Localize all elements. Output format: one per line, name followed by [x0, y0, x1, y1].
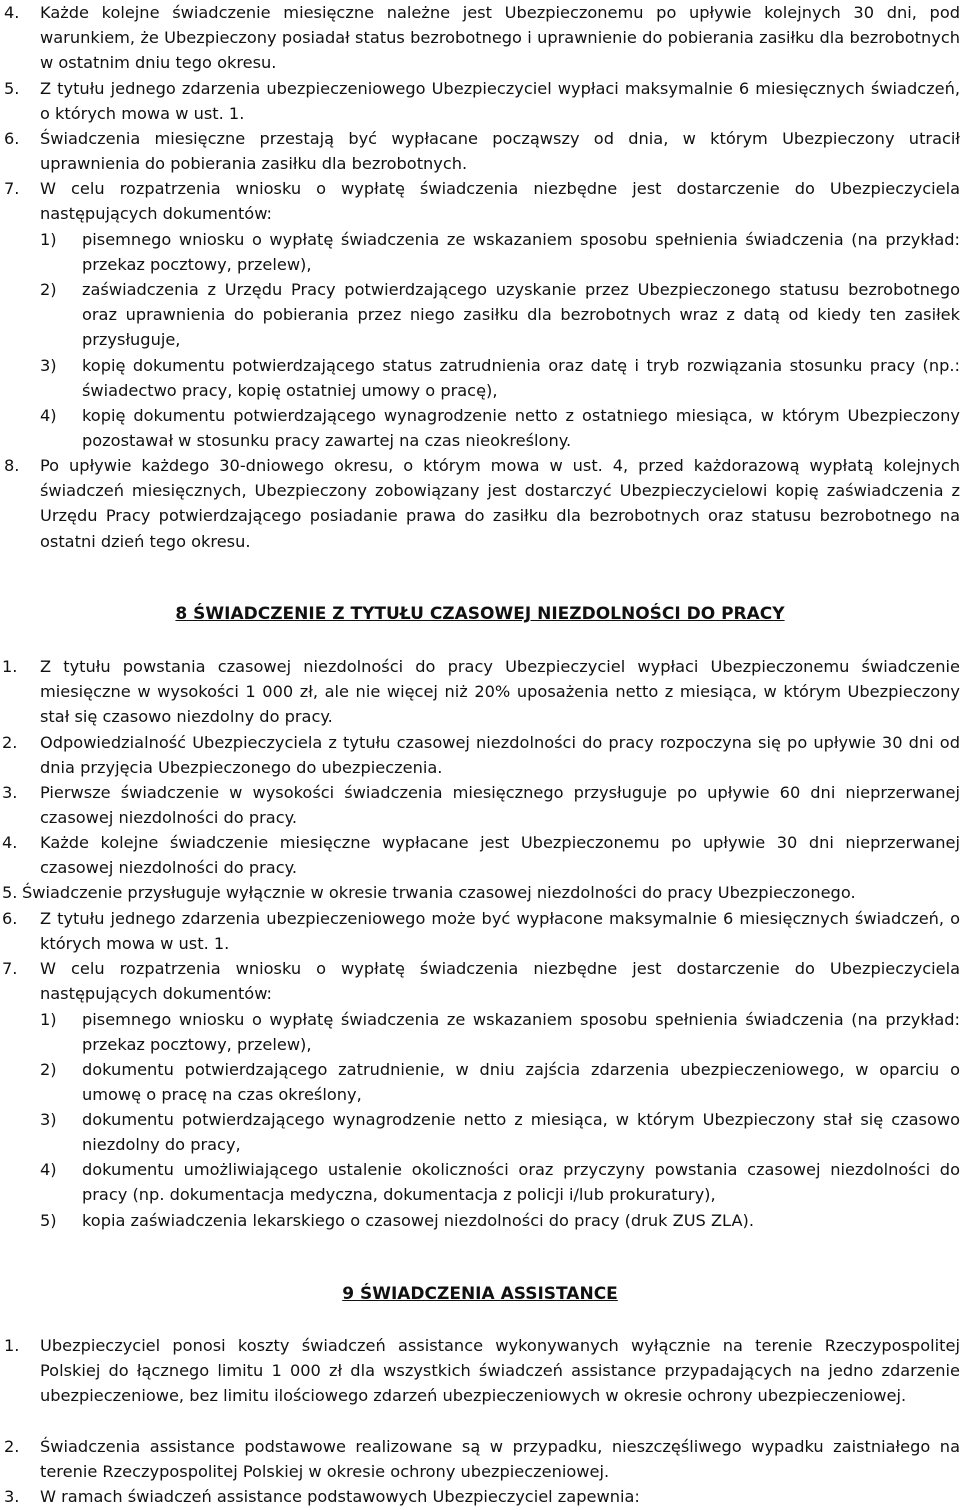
list-item — [0, 1333, 960, 1409]
section-heading: 8 ŚWIADCZENIE Z TYTUŁU CZASOWEJ NIEZDOLNOŚCI DO PRACY — [175, 604, 785, 624]
sub-item-number: 4) — [40, 1160, 57, 1179]
item-text: Każde kolejne świadczenie miesięczne wypłacane jest Ubezpieczonemu po upływie 30 dni nieprzerwanej czasowej niezdolności do pracy. — [40, 833, 960, 878]
item-number: 6. — [2, 909, 18, 928]
item-number: 3. — [4, 1487, 20, 1506]
item-text: W ramach świadczeń assistance podstawowych Ubezpieczyciel zapewnia: — [40, 1487, 640, 1506]
item-text: Po upływie każdego 30-dniowego okresu, o którym mowa w ust. 4, przed każdorazową wypłatą kolejnych świadczeń miesięcznych, Ubezpieczony zobowiązany jest dostarczyć Ubezpieczycielowi kopię zaświadczenia z Urzędu Pracy potwierdzającego posiadanie prawa do zasiłku dla bezrobotnych oraz statusu bezrobotnego na ostatni dzień tego okresu. — [40, 456, 960, 551]
item-text: Świadczenie przysługuje wyłącznie w okresie trwania czasowej niezdolności do pracy Ubezpieczonego. — [22, 883, 856, 902]
sub-item-text: dokumentu potwierdzającego wynagrodzenie netto z miesiąca, w którym Ubezpieczony stał się czasowo niezdolny do pracy, — [82, 1110, 960, 1155]
sub-list-item — [40, 277, 960, 353]
sub-list-item — [40, 1157, 960, 1207]
sub-item-number: 4) — [40, 406, 57, 425]
sub-item-text: dokumentu potwierdzającego zatrudnienie, w dniu zajścia zdarzenia ubezpieczeniowego, w oparciu o umowę o pracę na czas określony, — [82, 1060, 960, 1105]
sub-list-item — [40, 1057, 960, 1107]
item-text: Pierwsze świadczenie w wysokości świadczenia miesięcznego przysługuje po upływie 60 dni nieprzerwanej czasowej niezdolności do pracy. — [40, 783, 960, 828]
sub-item-text: dokumentu umożliwiającego ustalenie okoliczności oraz przyczyny powstania czasowej niezdolności do pracy (np. dokumentacja medyczna, dokumentacja z policji i/lub prokuratury), — [82, 1160, 960, 1205]
list-item — [0, 956, 960, 1006]
item-number: 5. — [4, 79, 20, 98]
sub-item-number: 3) — [40, 1110, 57, 1129]
item-number: 3. — [2, 783, 18, 802]
item-text: Z tytułu jednego zdarzenia ubezpieczeniowego może być wypłacone maksymalnie 6 miesięcznych świadczeń, o których mowa w ust. 1. — [40, 909, 960, 954]
item-text: Z tytułu jednego zdarzenia ubezpieczeniowego Ubezpieczyciel wypłaci maksymalnie 6 miesięcznych świadczeń, o których mowa w ust. 1. — [40, 79, 960, 124]
list-item — [0, 780, 960, 830]
list-item — [0, 880, 960, 905]
item-text: Świadczenia assistance podstawowe realizowane są w przypadku, nieszczęśliwego wypadku zaistniałego na terenie Rzeczypospolitej Polskiej w okresie ochrony ubezpieczeniowej. — [40, 1437, 960, 1482]
list-item — [0, 453, 960, 554]
sub-item-text: kopię dokumentu potwierdzającego status zatrudnienia oraz datę i tryb rozwiązania stosunku pracy (np.: świadectwo pracy, kopię ostatniej umowy o pracę), — [82, 356, 960, 401]
item-number: 1. — [2, 657, 18, 676]
sub-list-item — [40, 1107, 960, 1157]
sub-list-item — [40, 353, 960, 403]
sub-item-number: 2) — [40, 1060, 57, 1079]
item-text: Ubezpieczyciel ponosi koszty świadczeń assistance wykonywanych wyłącznie na terenie Rzeczypospolitej Polskiej do łącznego limitu 1 000 zł dla wszystkich świadczeń assistance przypadających na jedno zdarzenie ubezpieczeniowe, bez limitu ilościowego zdarzeń ubezpieczeniowych w okresie ochrony ubezpieczeniowej. — [40, 1336, 960, 1406]
list-item — [0, 76, 960, 126]
list-item — [0, 830, 960, 880]
sub-item-text: kopia zaświadczenia lekarskiego o czasowej niezdolności do pracy (druk ZUS ZLA). — [82, 1211, 754, 1230]
item-number: 7. — [4, 179, 20, 198]
sub-item-text: kopię dokumentu potwierdzającego wynagrodzenie netto z ostatniego miesiąca, w którym Ubezpieczony pozostawał w stosunku pracy zawartej na czas nieokreślony. — [82, 406, 960, 451]
item-text: Odpowiedzialność Ubezpieczyciela z tytułu czasowej niezdolności do pracy rozpoczyna się po upływie 30 dni od dnia przyjęcia Ubezpieczonego do ubezpieczenia. — [40, 733, 960, 778]
sub-list-item — [40, 227, 960, 277]
sub-item-number: 5) — [40, 1211, 57, 1230]
sub-item-number: 1) — [40, 230, 57, 249]
sub-item-text: pisemnego wniosku o wypłatę świadczenia ze wskazaniem sposobu spełnienia świadczenia (na przykład: przekaz pocztowy, przelew), — [82, 1010, 960, 1055]
sub-item-number: 3) — [40, 356, 57, 375]
item-text: Każde kolejne świadczenie miesięczne należne jest Ubezpieczonemu po upływie kolejnych 30 dni, pod warunkiem, że Ubezpieczony posiadał status bezrobotnego i uprawnienie do pobierania zasiłku dla bezrobotnych w ostatnim dniu tego okresu. — [40, 3, 960, 73]
item-number: 4. — [4, 3, 20, 22]
sub-item-number: 2) — [40, 280, 57, 299]
sub-list-item — [40, 1208, 960, 1233]
list-item — [0, 126, 960, 176]
item-text: Z tytułu powstania czasowej niezdolności do pracy Ubezpieczyciel wypłaci Ubezpieczonemu świadczenie miesięczne w wysokości 1 000 zł, ale nie więcej niż 20% uposażenia netto z miesiąca, w którym Ubezpieczony stał się czasowo niezdolny do pracy. — [40, 657, 960, 727]
list-item — [0, 906, 960, 956]
item-text: W celu rozpatrzenia wniosku o wypłatę świadczenia niezbędne jest dostarczenie do Ubezpieczyciela następujących dokumentów: — [40, 179, 960, 224]
item-number: 6. — [4, 129, 20, 148]
item-number: 2. — [4, 1437, 20, 1456]
item-number: 2. — [2, 733, 18, 752]
sub-list-item — [40, 1007, 960, 1057]
list-item — [0, 0, 960, 76]
sub-item-number: 1) — [40, 1010, 57, 1029]
item-text: Świadczenia miesięczne przestają być wypłacane począwszy od dnia, w którym Ubezpieczony utracił uprawnienia do pobierania zasiłku dla bezrobotnych. — [40, 129, 960, 174]
item-number: 7. — [2, 959, 18, 978]
list-item — [0, 176, 960, 226]
list-item — [0, 730, 960, 780]
section-heading: 9 ŚWIADCZENIA ASSISTANCE — [342, 1284, 618, 1304]
sub-item-text: zaświadczenia z Urzędu Pracy potwierdzającego uzyskanie przez Ubezpieczonego statusu bezrobotnego oraz uprawnienia do pobierania przez niego zasiłku dla bezrobotnych wraz z datą od kiedy ten zasiłek przysługuje, — [82, 280, 960, 350]
item-text: W celu rozpatrzenia wniosku o wypłatę świadczenia niezbędne jest dostarczenie do Ubezpieczyciela następujących dokumentów: — [40, 959, 960, 1004]
item-number: 1. — [4, 1336, 20, 1355]
list-item — [0, 654, 960, 730]
sub-item-text: pisemnego wniosku o wypłatę świadczenia ze wskazaniem sposobu spełnienia świadczenia (na przykład: przekaz pocztowy, przelew), — [82, 230, 960, 275]
list-item — [0, 1434, 960, 1484]
sub-list-item — [40, 403, 960, 453]
item-number: 4. — [2, 833, 18, 852]
list-item — [0, 1484, 960, 1509]
item-number: 5. — [2, 883, 18, 902]
item-number: 8. — [4, 456, 20, 475]
